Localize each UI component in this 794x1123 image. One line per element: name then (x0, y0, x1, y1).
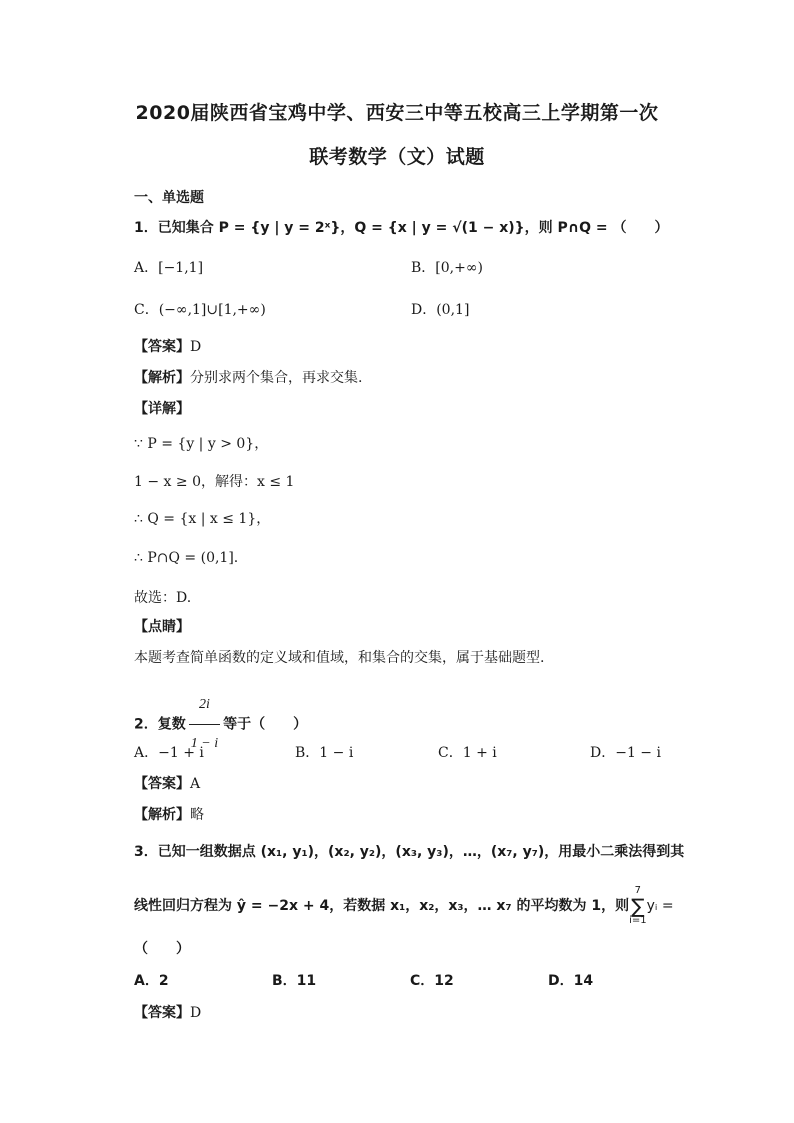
q2-stem: 2．复数 $\frac{2i}{1 - i}$ 等于（ ） (134, 686, 307, 763)
q3-option-c: C．12 (410, 973, 454, 989)
answer-tag: 【答案】 (134, 339, 190, 355)
q2-option-d: D．−1 − i (590, 745, 661, 761)
q3-option-d: D．14 (548, 973, 594, 989)
q3-option-a: A．2 (134, 973, 169, 989)
q2-fraction: $\frac{2i}{1 - i}$ (189, 686, 220, 763)
q1-analysis (134, 368, 362, 388)
q1-choose: 故选：D. (134, 590, 192, 606)
q3-stem-line2: 线性回归方程为 ŷ = −2x + 4，若数据 x₁，x₂，x₃，… x₇ 的平均数为 1，则7 ∑ i=1yᵢ = (134, 885, 674, 926)
analysis-text: 分别求两个集合，再求交集. (190, 370, 363, 386)
q1-option-c: C．(−∞,1]∪[1,+∞) (134, 302, 266, 318)
q1-option-b: B．[0,+∞) (411, 260, 483, 276)
q2-analysis: 【解析】略 (134, 807, 204, 823)
answer-value: D (190, 339, 202, 355)
q2-option-b: B．1 − i (295, 745, 354, 761)
q2-option-c: C．1 + i (438, 745, 497, 761)
summation-symbol: 7 ∑ i=1 (629, 885, 647, 926)
q1-answer (134, 337, 201, 357)
q2-answer: 【答案】A (134, 776, 201, 792)
q3-stem-line3: （ ） (134, 941, 190, 957)
q3-stem-line1: 3．已知一组数据点 (x₁, y₁)，(x₂, y₂)，(x₃, y₃)，…，(x₇, y₇)，用最小二乘法得到其 (134, 844, 685, 860)
q1-stem: 1．已知集合 P = {y | y = 2ˣ}，Q = {x | y = √(1 − x)}，则 P∩Q = （ ） (134, 220, 669, 236)
q1-detail-line: ∵ P = {y | y > 0}， (134, 436, 269, 452)
doc-title-line2: 联考数学（文）试题 (309, 146, 485, 168)
q2-option-a: A．−1 + i (134, 745, 204, 761)
doc-title-line1: 2020届陕西省宝鸡中学、西安三中等五校高三上学期第一次 (135, 102, 659, 124)
analysis-tag: 【解析】 (134, 370, 190, 386)
q1-option-a: A．[−1,1] (134, 260, 204, 276)
q1-comment: 本题考查简单函数的定义域和值域，和集合的交集，属于基础题型. (134, 650, 545, 666)
q1-detail-line: 1 − x ≥ 0，解得：x ≤ 1 (134, 474, 295, 490)
q1-comment-tag: 【点睛】 (134, 619, 190, 635)
q1-option-d: D．(0,1] (411, 302, 470, 318)
q1-detail-line: ∴ Q = {x | x ≤ 1}， (134, 511, 271, 527)
q1-detail-line: ∴ P∩Q = (0,1]. (134, 550, 239, 566)
q3-answer: 【答案】D (134, 1005, 202, 1021)
section-heading: 一、单选题 (134, 190, 204, 206)
q1-detail-tag: 【详解】 (134, 401, 190, 417)
q3-option-b: B．11 (272, 973, 317, 989)
